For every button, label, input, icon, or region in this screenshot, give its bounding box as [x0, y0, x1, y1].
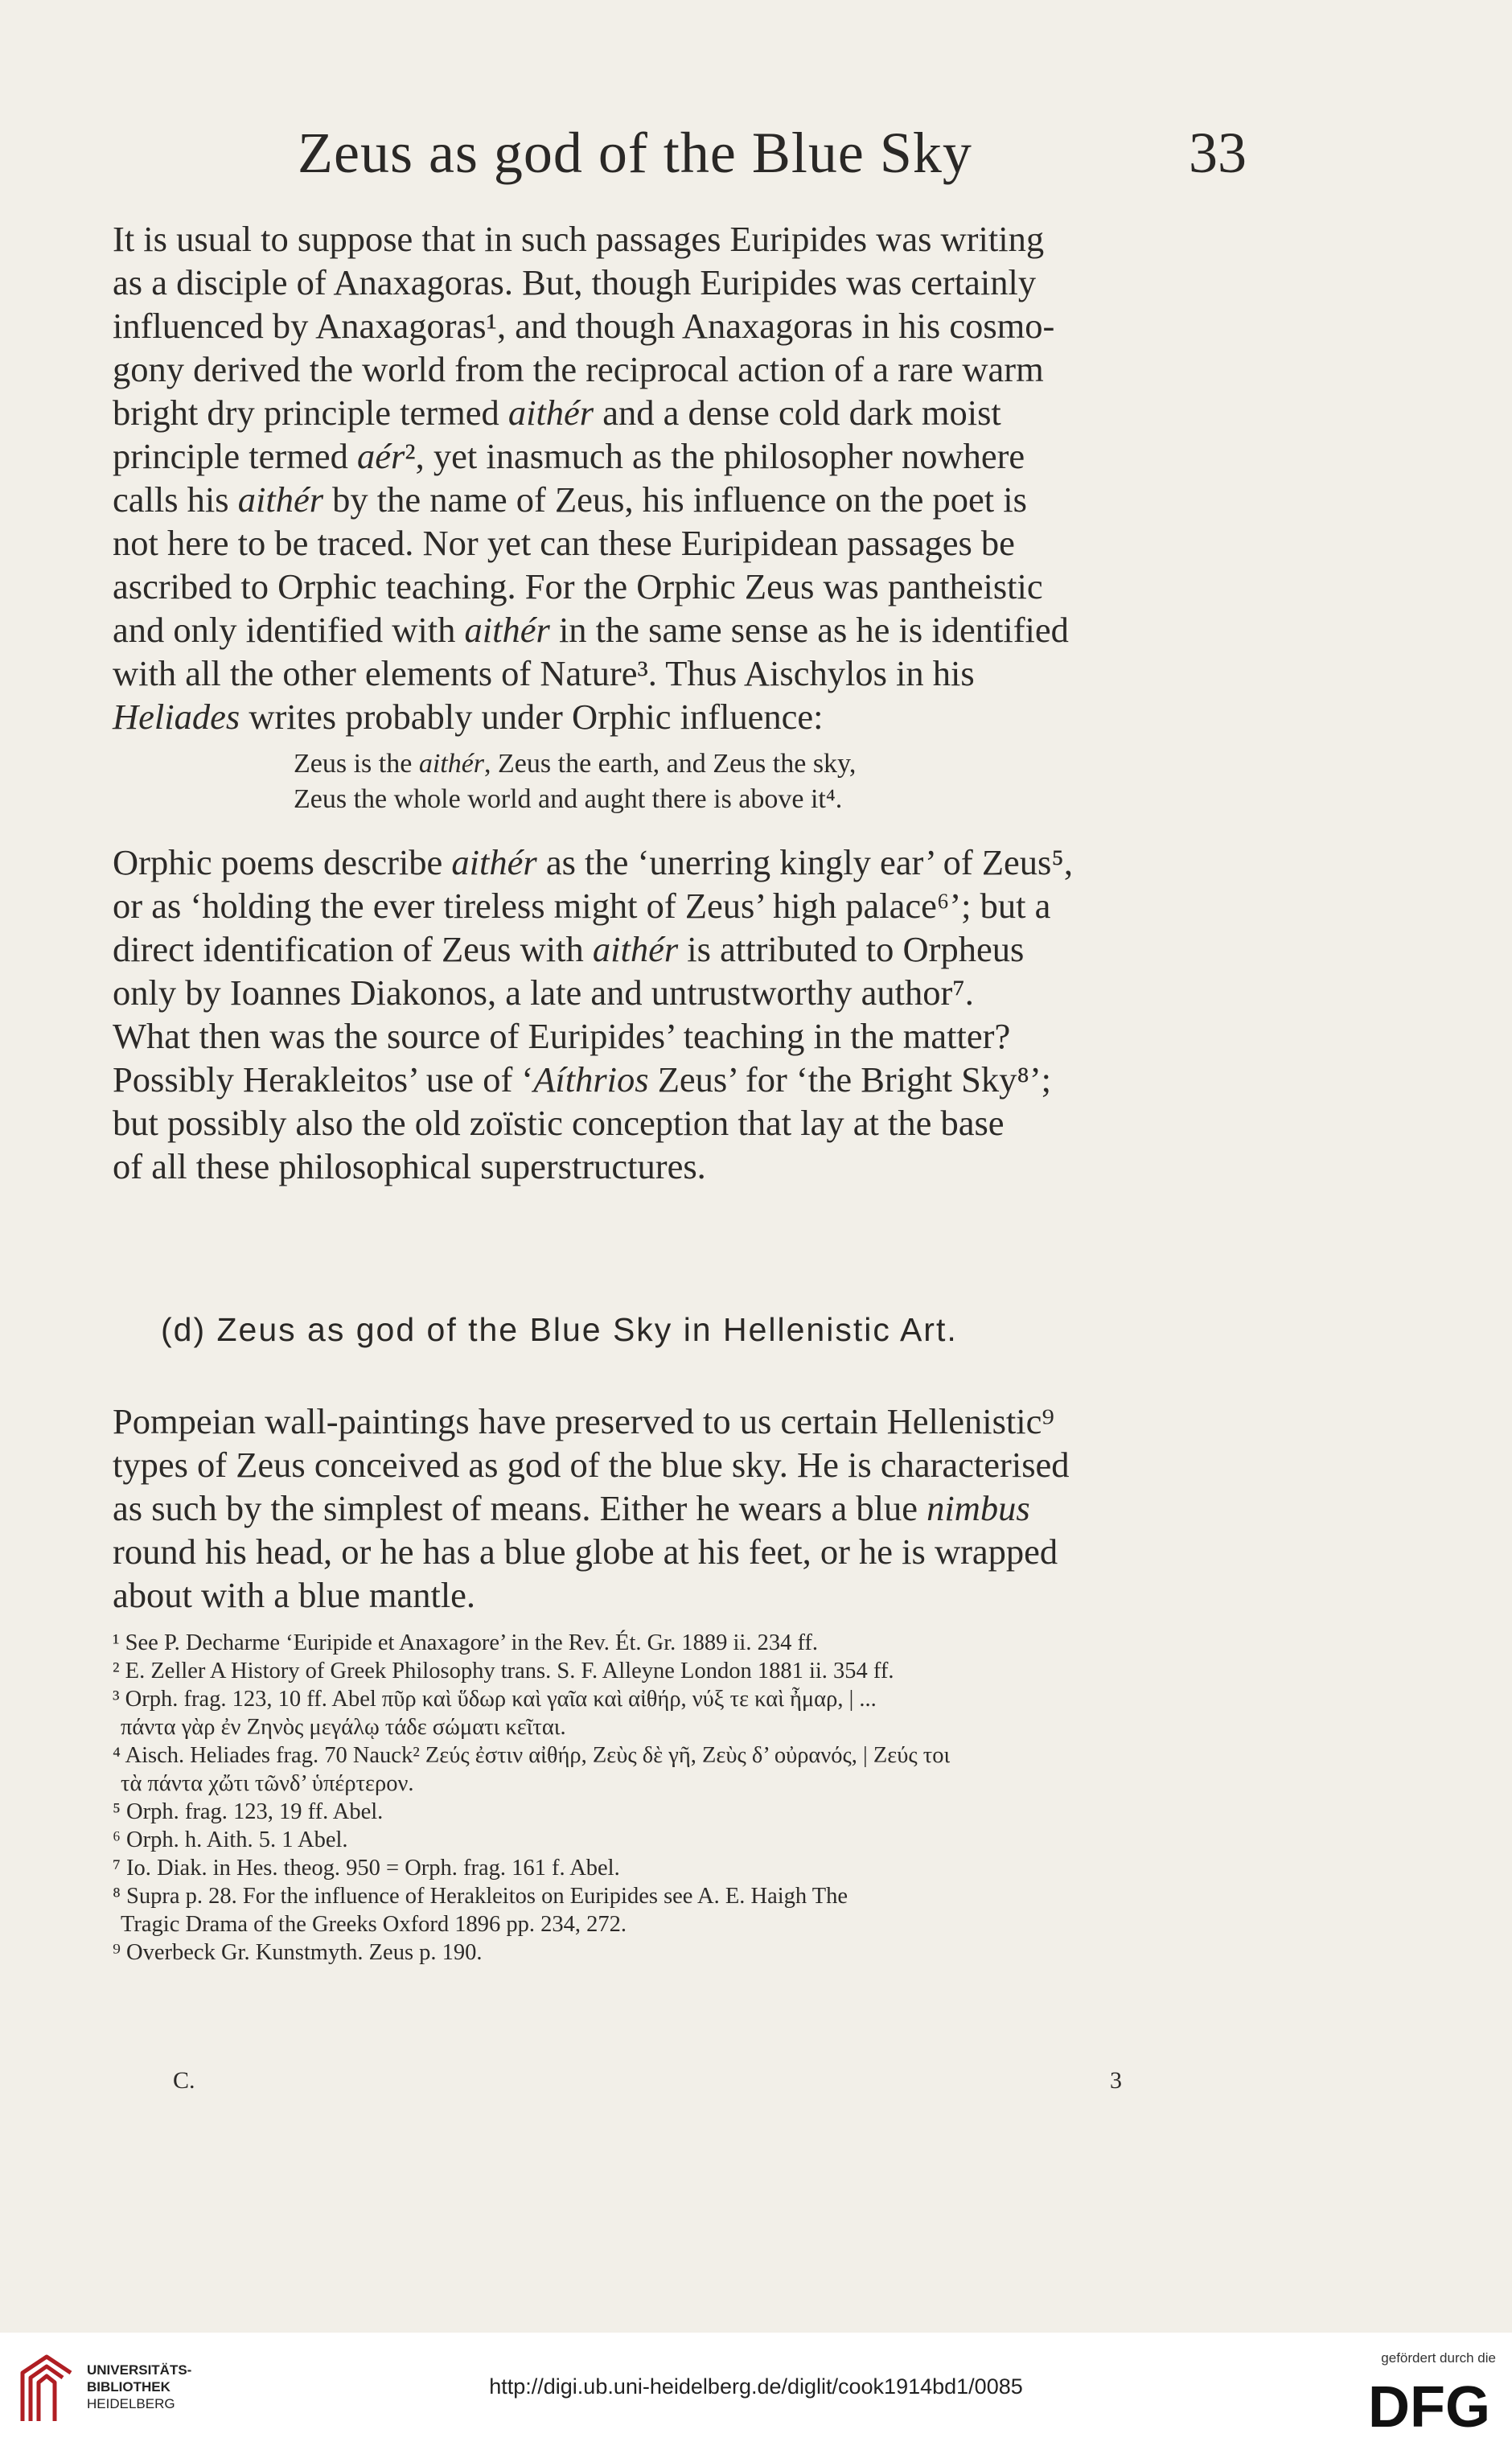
text-line: ascribed to Orphic teaching. For the Orphic Zeus was pantheistic — [113, 566, 1043, 606]
footnote-4-continued: τὰ πάντα χὤτι τῶνδ’ ὑπέρτερον. — [121, 1771, 414, 1796]
signature-letter: C. — [173, 2067, 195, 2094]
library-name-line: HEIDELBERG — [87, 2396, 175, 2411]
text-line: Pompeian wall-paintings have preserved to us certain Hellenistic⁹ — [113, 1401, 1054, 1441]
footnote-5: ⁵ Orph. frag. 123, 19 ff. Abel. — [113, 1799, 384, 1824]
library-name-line: BIBLIOTHEK — [87, 2379, 171, 2395]
text-line: types of Zeus conceived as god of the blue sky. He is characterised — [113, 1445, 1070, 1485]
footnote-8: ⁸ Supra p. 28. For the influence of Herakleitos on Euripides see A. E. Haigh The — [113, 1884, 848, 1909]
text-line: What then was the source of Euripides’ teaching in the matter? — [113, 1016, 1011, 1056]
text-line: gony derived the world from the reciprocal action of a rare warm — [113, 349, 1044, 389]
text-line: direct identification of Zeus with aithér is attributed to Orpheus — [113, 929, 1025, 969]
footnotes — [113, 1629, 1206, 1967]
text-line: round his head, or he has a blue globe at his feet, or he is wrapped — [113, 1531, 1058, 1572]
text-line: of all these philosophical superstructures. — [113, 1146, 706, 1186]
dfg-logo-text: DFG — [1368, 2377, 1490, 2433]
text-line: or as ‘holding the ever tireless might of Zeus’ high palace⁶’; but a — [113, 886, 1051, 926]
text-line: calls his aithér by the name of Zeus, his influence on the poet is — [113, 479, 1027, 520]
text-line: about with a blue mantle. — [113, 1575, 476, 1615]
text-line: and only identified with aithér in the same sense as he is identified — [113, 610, 1069, 650]
text-line: Orphic poems describe aithér as the ‘unerring kingly ear’ of Zeus⁵, — [113, 842, 1073, 882]
running-title: Zeus as god of the Blue Sky — [298, 121, 972, 185]
footnote-6: ⁶ Orph. h. Aith. 5. 1 Abel. — [113, 1827, 348, 1852]
running-header — [105, 117, 1247, 189]
verse-line: Zeus is the aithér, Zeus the earth, and Zeus the sky, — [294, 749, 857, 779]
text-line: influenced by Anaxagoras¹, and though Anaxagoras in his cosmo- — [113, 306, 1055, 346]
footnote-2: ² E. Zeller A History of Greek Philosophy trans. S. F. Alleyne London 1881 ii. 354 ff. — [113, 1659, 894, 1683]
footnote-7: ⁷ Io. Diak. in Hes. theog. 950 = Orph. frag. 161 f. Abel. — [113, 1856, 620, 1881]
dfg-logo-icon — [1361, 2377, 1498, 2433]
library-name-line: UNIVERSITÄTS- — [87, 2362, 192, 2378]
footer-bar — [0, 2333, 1512, 2446]
page-number: 33 — [1189, 121, 1247, 185]
text-line: but possibly also the old zoïstic conception that lay at the base — [113, 1103, 1005, 1143]
text-line: principle termed aér², yet inasmuch as the philosopher nowhere — [113, 436, 1025, 476]
text-line: as such by the simplest of means. Either he wears a blue nimbus — [113, 1488, 1030, 1528]
footnote-4: ⁴ Aisch. Heliades frag. 70 Nauck² Ζεύς ἐστιν αἰθήρ, Ζεὺς δὲ γῆ, Ζεὺς δ’ οὐρανός, | Ζεύς τοι — [113, 1743, 951, 1768]
paragraph-2 — [113, 841, 1202, 1188]
funding-caption: gefördert durch die — [1381, 2350, 1496, 2366]
text-line: with all the other elements of Nature³. Thus Aischylos in his — [113, 653, 975, 693]
footnote-8-continued: Tragic Drama of the Greeks Oxford 1896 pp. 234, 272. — [121, 1912, 627, 1937]
text-line: as a disciple of Anaxagoras. But, though Euripides was certainly — [113, 262, 1037, 302]
text-line: Heliades writes probably under Orphic influence: — [113, 697, 824, 737]
text-line: Possibly Herakleitos’ use of ‘Aíthrios Zeus’ for ‘the Bright Sky⁸’; — [113, 1059, 1052, 1100]
footnote-3-continued: πάντα γὰρ ἐν Ζηνὸς μεγάλῳ τάδε σώματι κεῖται. — [121, 1715, 566, 1740]
signature-number: 3 — [1110, 2067, 1122, 2094]
text-line: only by Ioannes Diakonos, a late and untrustworthy author⁷. — [113, 972, 974, 1013]
text-line: It is usual to suppose that in such passages Euripides was writing — [113, 219, 1045, 259]
text-line: bright dry principle termed aithér and a dense cold dark moist — [113, 393, 1001, 433]
footnote-9: ⁹ Overbeck Gr. Kunstmyth. Zeus p. 190. — [113, 1940, 483, 1965]
text-line: not here to be traced. Nor yet can these Euripidean passages be — [113, 523, 1015, 563]
section-heading: (d) Zeus as god of the Blue Sky in Hellenistic Art. — [161, 1311, 958, 1348]
paragraph-3 — [113, 1400, 1202, 1617]
paragraph-1 — [113, 217, 1202, 738]
verse-quotation — [294, 746, 1098, 817]
footnote-3: ³ Orph. frag. 123, 10 ff. Abel πῦρ καὶ ὕδωρ καὶ γαῖα καὶ αἰθήρ, νύξ τε καὶ ἦμαρ, | ... — [113, 1687, 877, 1712]
verse-line: Zeus the whole world and aught there is above it⁴. — [294, 784, 843, 814]
footnote-1: ¹ See P. Decharme ‘Euripide et Anaxagore’ in the Rev. Ét. Gr. 1889 ii. 234 ff. — [113, 1630, 819, 1655]
permalink-url[interactable]: http://digi.ub.uni-heidelberg.de/diglit/cook1914bd1/0085 — [489, 2374, 1023, 2399]
